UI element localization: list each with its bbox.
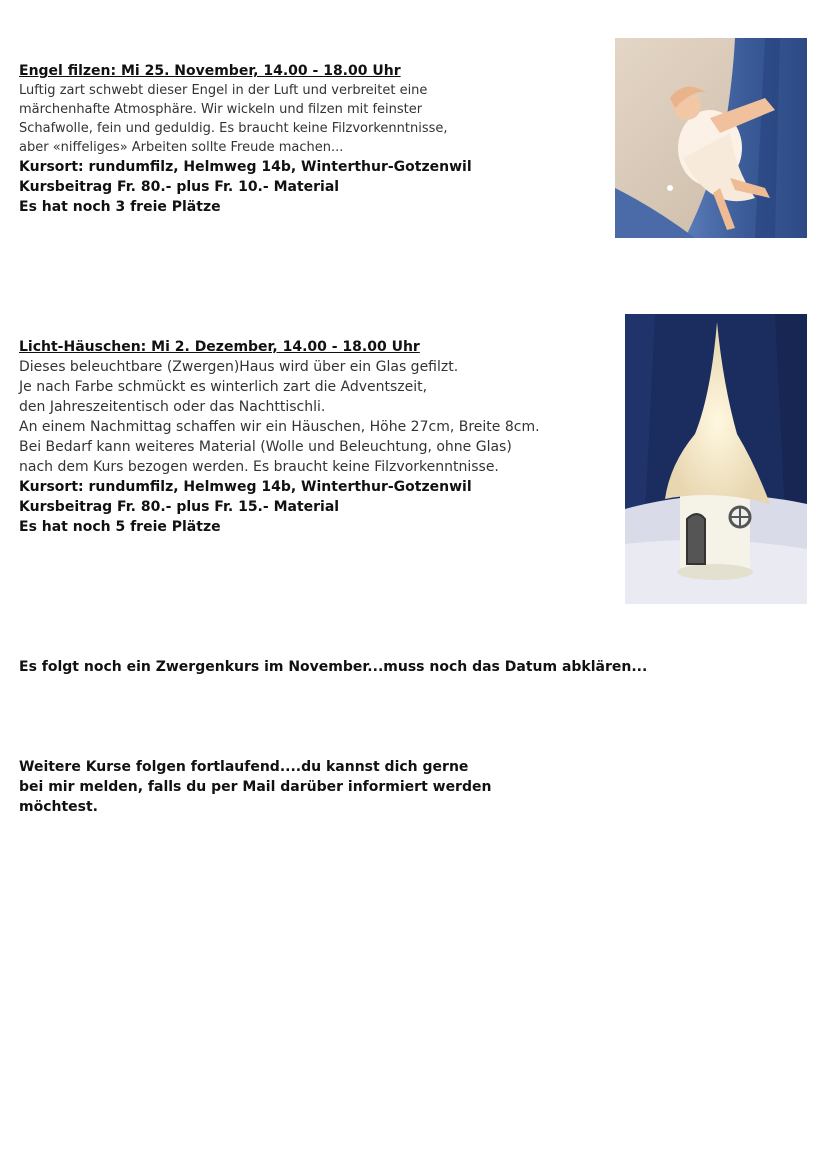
felted-angel-photo	[615, 38, 807, 238]
course-1-desc-line: Luftig zart schwebt dieser Engel in der Luft und verbreitet eine	[19, 83, 428, 98]
course-2-location: Kursort: rundumfilz, Helmweg 14b, Winterthur-Gotzenwil	[19, 479, 472, 495]
closing-line: möchtest.	[19, 799, 99, 815]
closing-line: Weitere Kurse folgen fortlaufend....du kannst dich gerne	[19, 759, 469, 775]
course-2-fee: Kursbeitrag Fr. 80.- plus Fr. 15.- Material	[19, 499, 340, 515]
course-1-location: Kursort: rundumfilz, Helmweg 14b, Winterthur-Gotzenwil	[19, 159, 472, 175]
course-1-desc-line: aber «niffeliges» Arbeiten sollte Freude machen...	[19, 140, 344, 155]
course-2-desc-line: Bei Bedarf kann weiteres Material (Wolle und Beleuchtung, ohne Glas)	[19, 439, 512, 455]
course-2-title: Licht-Häuschen: Mi 2. Dezember, 14.00 - 18.00 Uhr	[19, 339, 420, 355]
course-2-desc-line: An einem Nachmittag schaffen wir ein Häuschen, Höhe 27cm, Breite 8cm.	[19, 419, 540, 435]
course-1-fee: Kursbeitrag Fr. 80.- plus Fr. 10.- Material	[19, 179, 340, 195]
course-2	[19, 337, 540, 537]
course-2-desc-line: nach dem Kurs bezogen werden. Es braucht keine Filzvorkenntnisse.	[19, 459, 499, 475]
course-1	[19, 61, 472, 217]
notice-text: Es folgt noch ein Zwergenkurs im November...muss noch das Datum abklären...	[19, 659, 648, 675]
course-2-desc-line: den Jahreszeitentisch oder das Nachttischli.	[19, 399, 326, 415]
course-1-desc-line: Schafwolle, fein und geduldig. Es braucht keine Filzvorkenntnisse,	[19, 121, 448, 136]
course-2-seats: Es hat noch 5 freie Plätze	[19, 519, 221, 535]
course-2-desc-line: Dieses beleuchtbare (Zwergen)Haus wird über ein Glas gefilzt.	[19, 359, 459, 375]
felted-light-house-photo	[625, 314, 807, 604]
closing-line: bei mir melden, falls du per Mail darüber informiert werden	[19, 779, 492, 795]
closing-text	[19, 757, 491, 817]
course-1-seats: Es hat noch 3 freie Plätze	[19, 199, 221, 215]
course-1-title: Engel filzen: Mi 25. November, 14.00 - 18.00 Uhr	[19, 63, 401, 79]
course-1-desc-line: märchenhafte Atmosphäre. Wir wickeln und filzen mit feinster	[19, 102, 423, 117]
course-2-desc-line: Je nach Farbe schmückt es winterlich zart die Adventszeit,	[19, 379, 428, 395]
